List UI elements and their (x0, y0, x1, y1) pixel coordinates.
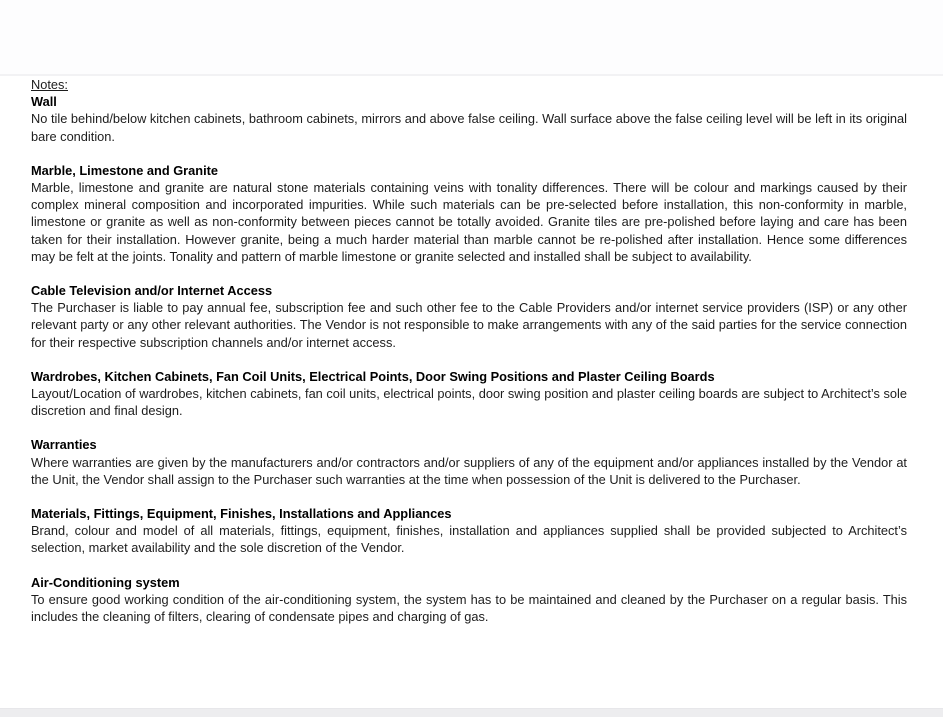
section-heading: Wall (31, 94, 57, 110)
section-paragraph: To ensure good working condition of the air-conditioning system, the system has to be maintained and cleaned by the Purchaser on a regular basis. This includes the cleaning of filters, clearing of condensate pipes and charging of gas. (31, 591, 907, 625)
section-paragraph: Brand, colour and model of all materials, fittings, equipment, finishes, installation and appliances supplied shall be provided subjected to Architect’s selection, market availability and the sole discretion of the Vendor. (31, 523, 907, 556)
section-paragraph: The Purchaser is liable to pay annual fee, subscription fee and such other fee to the Cable Providers and/or internet service providers (ISP) or any other relevant party or any other relevant authorities. The Vendor is not responsible to make arrangements with any of the said parties for the service connection for their respective subscription channels and/or internet access. (31, 300, 907, 350)
notes-label: Notes: (31, 77, 68, 92)
section-air-conditioning (31, 574, 907, 626)
section-heading: Wardrobes, Kitchen Cabinets, Fan Coil Units, Electrical Points, Door Swing Positions and Plaster Ceiling Boards (31, 368, 715, 384)
notes-content (31, 76, 907, 625)
section-heading: Cable Television and/or Internet Access (31, 283, 273, 299)
section-paragraph: Marble, limestone and granite are natural stone materials containing veins with tonality differences. There will be colour and markings caused by their complex mineral composition and incorporated impurities. While such materials can be pre-selected before installation, this non-conformity in marble, limestone or granite as well as non-conformity between pieces cannot be totally avoided. Granite tiles are pre-polished before laying and care has been taken for their installation. However granite, being a much harder material than marble cannot be re-polished after installation. Hence some differences may be felt at the joints. Tonality and pattern of marble limestone or granite selected and installed shall be subject to availability. (31, 180, 907, 264)
section-heading: Marble, Limestone and Granite (31, 162, 219, 178)
section-warranties (31, 436, 907, 488)
section-paragraph: Layout/Location of wardrobes, kitchen cabinets, fan coil units, electrical points, door swing position and plaster ceiling boards are subject to Architect’s sole discretion and final design. (31, 386, 907, 419)
page-top-margin (0, 0, 943, 76)
section-paragraph: Where warranties are given by the manufacturers and/or contractors and/or suppliers of any of the equipment and/or appliances installed by the Vendor at the Unit, the Vendor shall assign to the Purchaser such warranties at the time when possession of the Unit is delivered to the Purchaser. (31, 454, 907, 487)
page-bottom-edge (0, 708, 943, 717)
section-heading: Warranties (31, 437, 97, 453)
section-wall (31, 93, 907, 145)
section-marble-limestone-granite (31, 162, 907, 265)
section-heading: Materials, Fittings, Equipment, Finishes, Installations and Appliances (31, 506, 452, 522)
section-wardrobes-cabinets-points (31, 368, 907, 420)
section-cable-tv-internet (31, 282, 907, 351)
section-materials-fittings (31, 505, 907, 557)
section-heading: Air-Conditioning system (31, 574, 180, 590)
section-paragraph: No tile behind/below kitchen cabinets, bathroom cabinets, mirrors and above false ceiling. Wall surface above the false ceiling level will be left in its original bare condition. (31, 111, 907, 144)
